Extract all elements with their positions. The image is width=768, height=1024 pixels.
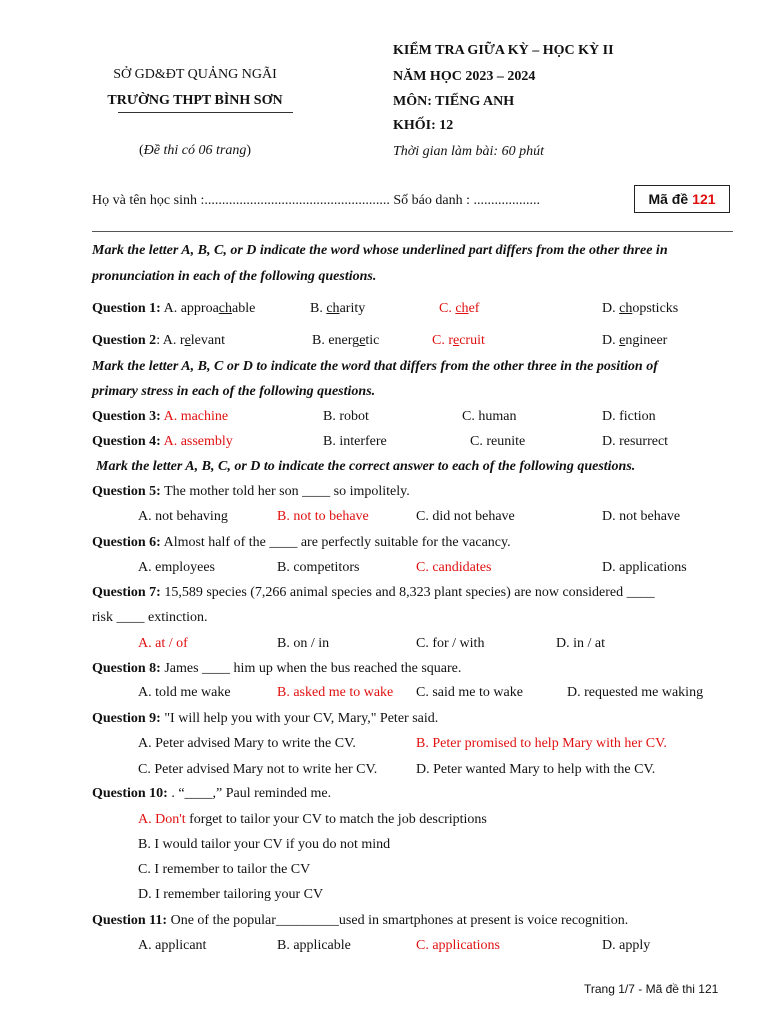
q2-option-d: D. engineer <box>602 333 668 348</box>
q8-option-a: A. told me wake <box>138 685 231 700</box>
question-9: Question 9: "I will help you with your CV, Mary," Peter said. <box>92 711 439 726</box>
grade: KHỐI: 12 <box>393 118 454 133</box>
question-6: Question 6: Almost half of the ____ are perfectly suitable for the vacancy. <box>92 535 511 550</box>
header-divider <box>92 231 733 232</box>
q11-option-b: B. applicable <box>277 938 351 953</box>
q3-option-d: D. fiction <box>602 409 656 424</box>
exam-title: KIỂM TRA GIỮA KỲ – HỌC KỲ II <box>393 43 614 58</box>
q8-option-b: B. asked me to wake <box>277 685 394 700</box>
exam-code-label: Mã đề <box>648 191 689 207</box>
q9-option-c: C. Peter advised Mary not to write her CV. <box>138 762 378 777</box>
section-1-instruction: Mark the letter A, B, C, or D indicate the word whose underlined part differs from the other three in <box>92 243 668 258</box>
q10-option-a: A. Don't forget to tailor your CV to match the job descriptions <box>138 812 487 827</box>
q3-option-c: C. human <box>462 409 517 424</box>
section-2-instruction-cont: primary stress in each of the following questions. <box>92 384 376 399</box>
q5-option-d: D. not behave <box>602 509 681 524</box>
q7-option-c: C. for / with <box>416 636 485 651</box>
question-3: Question 3: A. machine <box>92 409 229 424</box>
q6-option-b: B. competitors <box>277 560 360 575</box>
q7-option-d: D. in / at <box>556 636 605 651</box>
q2-option-c: C. recruit <box>432 333 485 348</box>
q10-option-b: B. I would tailor your CV if you do not mind <box>138 837 391 852</box>
question-4: Question 4: A. assembly <box>92 434 233 449</box>
q1-option-b: B. charity <box>310 301 366 316</box>
q3-option-b: B. robot <box>323 409 369 424</box>
section-3-instruction: Mark the letter A, B, C, or D to indicate the correct answer to each of the following questions. <box>96 459 636 474</box>
school-year: NĂM HỌC 2023 – 2024 <box>393 69 536 84</box>
q10-option-d: D. I remember tailoring your CV <box>138 887 324 902</box>
q9-option-d: D. Peter wanted Mary to help with the CV. <box>416 762 656 777</box>
q6-option-c: C. candidates <box>416 560 492 575</box>
q4-option-d: D. resurrect <box>602 434 669 449</box>
school-name: TRƯỜNG THPT BÌNH SƠN <box>107 93 283 108</box>
q5-option-a: A. not behaving <box>138 509 228 524</box>
q7-option-b: B. on / in <box>277 636 330 651</box>
question-7: Question 7: 15,589 species (7,266 animal species and 8,323 plant species) are now considered ____ <box>92 585 655 600</box>
q5-option-b: B. not to behave <box>277 509 369 524</box>
q6-option-d: D. applications <box>602 560 687 575</box>
q6-option-a: A. employees <box>138 560 215 575</box>
dept-name: SỞ GD&ĐT QUẢNG NGÃI <box>113 67 277 82</box>
question-5: Question 5: The mother told her son ____ so impolitely. <box>92 484 410 499</box>
subject: MÔN: TIẾNG ANH <box>393 94 515 109</box>
q4-option-c: C. reunite <box>470 434 526 449</box>
q5-option-c: C. did not behave <box>416 509 515 524</box>
q1-option-d: D. chopsticks <box>602 301 679 316</box>
exam-code: 121 <box>692 191 716 207</box>
question-10: Question 10: . “____,” Paul reminded me. <box>92 786 332 801</box>
question-2: Question 2: A. relevant <box>92 333 226 348</box>
exam-code-box <box>634 185 730 213</box>
q1-option-c: C. chef <box>439 301 480 316</box>
q10-option-c: C. I remember to tailor the CV <box>138 862 311 877</box>
school-underline <box>118 112 293 113</box>
question-1: Question 1: A. approachable <box>92 301 256 316</box>
q8-option-c: C. said me to wake <box>416 685 523 700</box>
question-11: Question 11: One of the popular_________used in smartphones at present is voice recognition. <box>92 913 629 928</box>
question-8: Question 8: James ____ him up when the bus reached the square. <box>92 661 462 676</box>
section-1-instruction-cont: pronunciation in each of the following questions. <box>92 269 377 284</box>
page-footer: Trang 1/7 - Mã đề thi 121 <box>584 982 719 996</box>
q11-option-c: C. applications <box>416 938 500 953</box>
exam-time: Thời gian làm bài: 60 phút <box>393 144 544 159</box>
q11-option-a: A. applicant <box>138 938 207 953</box>
question-7-cont: risk ____ extinction. <box>92 610 208 625</box>
q11-option-d: D. apply <box>602 938 651 953</box>
section-2-instruction: Mark the letter A, B, C or D to indicate the word that differs from the other three in the position of <box>92 359 658 374</box>
student-info-line: Họ và tên học sinh :..................................................... Số báo danh : ................... <box>92 193 540 208</box>
q9-option-b: B. Peter promised to help Mary with her CV. <box>416 736 667 751</box>
q9-option-a: A. Peter advised Mary to write the CV. <box>138 736 356 751</box>
q7-option-a: A. at / of <box>138 636 188 651</box>
pages-note: (Đề thi có 06 trang) <box>139 143 251 158</box>
q2-option-b: B. energetic <box>312 333 380 348</box>
q4-option-b: B. interfere <box>323 434 387 449</box>
q8-option-d: D. requested me waking <box>567 685 704 700</box>
